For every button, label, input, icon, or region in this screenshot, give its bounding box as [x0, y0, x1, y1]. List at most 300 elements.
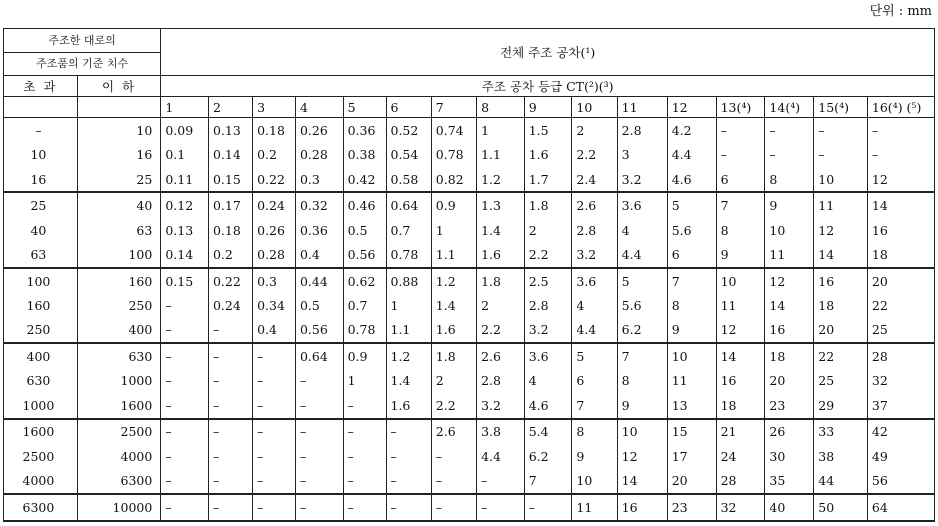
tolerance-cell: –	[477, 469, 525, 495]
over-cell: 4000	[4, 469, 78, 495]
tolerance-cell: –	[208, 469, 252, 495]
tolerance-cell: 26	[765, 419, 814, 445]
tolerance-cell: 0.14	[208, 142, 252, 166]
blank-cell	[4, 97, 78, 118]
over-cell: 25	[4, 192, 78, 218]
tolerance-cell: 2.5	[524, 268, 572, 294]
tolerance-cell: 8	[716, 218, 765, 242]
tolerance-cell: 7	[524, 469, 572, 495]
tolerance-cell: 0.13	[161, 218, 209, 242]
tolerance-cell: 0.13	[208, 118, 252, 143]
tolerance-cell: 0.32	[295, 192, 343, 218]
tolerance-cell: 2.2	[524, 242, 572, 268]
tolerance-cell: 0.26	[253, 218, 296, 242]
tolerance-cell: 12	[716, 318, 765, 344]
tolerance-cell: –	[343, 419, 386, 445]
tolerance-cell: 28	[716, 469, 765, 495]
tolerance-cell: 23	[667, 494, 716, 521]
upto-cell: 250	[77, 293, 160, 317]
tolerance-cell: 1.4	[386, 369, 431, 393]
tolerance-cell: 1.6	[386, 393, 431, 419]
tolerance-cell: –	[208, 369, 252, 393]
tolerance-cell: –	[208, 343, 252, 369]
table-row	[4, 242, 935, 268]
tolerance-cell: 1	[431, 218, 476, 242]
tolerance-cell: –	[161, 393, 209, 419]
tolerance-cell: 6	[667, 242, 716, 268]
tolerance-cell: 0.3	[253, 268, 296, 294]
tolerance-cell: 1.7	[524, 167, 572, 193]
tolerance-cell: 0.82	[431, 167, 476, 193]
tolerance-cell: 6	[572, 369, 617, 393]
tolerance-cell: 0.7	[343, 293, 386, 317]
tolerance-cell: 1.2	[431, 268, 476, 294]
tolerance-cell: 14	[765, 293, 814, 317]
tolerance-cell: –	[253, 343, 296, 369]
table-row	[4, 218, 935, 242]
tolerance-cell: –	[431, 444, 476, 468]
tolerance-cell: –	[208, 318, 252, 344]
tolerance-cell: –	[295, 393, 343, 419]
over-cell: 1000	[4, 393, 78, 419]
grade-header-cell: 3	[253, 97, 296, 118]
tolerance-cell: 3.6	[572, 268, 617, 294]
tolerance-cell: 5.6	[667, 218, 716, 242]
tolerance-cell: –	[867, 118, 934, 143]
tolerance-cell: 14	[617, 469, 667, 495]
tolerance-cell: 0.44	[295, 268, 343, 294]
tolerance-cell: –	[253, 469, 296, 495]
table-row	[4, 118, 935, 143]
tolerance-cell: 0.18	[208, 218, 252, 242]
tolerance-cell: –	[814, 142, 868, 166]
grade-header-cell: 9	[524, 97, 572, 118]
tolerance-cell: 7	[617, 343, 667, 369]
tolerance-cell: 5	[667, 192, 716, 218]
casting-tolerance-table	[3, 28, 935, 522]
over-cell: 160	[4, 293, 78, 317]
tolerance-cell: 11	[765, 242, 814, 268]
tolerance-cell: 12	[867, 167, 934, 193]
grade-header-cell: 8	[477, 97, 525, 118]
tolerance-cell: –	[343, 393, 386, 419]
tolerance-cell: 2.6	[572, 192, 617, 218]
tolerance-cell: 0.64	[295, 343, 343, 369]
tolerance-cell: 38	[814, 444, 868, 468]
tolerance-cell: 3.6	[524, 343, 572, 369]
tolerance-cell: 20	[667, 469, 716, 495]
tolerance-cell: 0.17	[208, 192, 252, 218]
table-row	[4, 343, 935, 369]
tolerance-cell: 11	[716, 293, 765, 317]
tolerance-cell: –	[477, 494, 525, 521]
tolerance-cell: 2.8	[524, 293, 572, 317]
tolerance-cell: 3.2	[524, 318, 572, 344]
tolerance-cell: 0.15	[161, 268, 209, 294]
tolerance-cell: 8	[667, 293, 716, 317]
tolerance-cell: 10	[814, 167, 868, 193]
tolerance-cell: –	[431, 469, 476, 495]
tolerance-cell: –	[867, 142, 934, 166]
tolerance-cell: 11	[572, 494, 617, 521]
tolerance-cell: 40	[765, 494, 814, 521]
tolerance-cell: 0.1	[161, 142, 209, 166]
tolerance-cell: 4	[617, 218, 667, 242]
tolerance-cell: 25	[867, 318, 934, 344]
tolerance-cell: –	[161, 494, 209, 521]
tolerance-cell: 18	[814, 293, 868, 317]
tolerance-cell: 2.6	[477, 343, 525, 369]
tolerance-cell: –	[208, 494, 252, 521]
tolerance-cell: 2.2	[572, 142, 617, 166]
tolerance-cell: 12	[814, 218, 868, 242]
grade-header-cell: 12	[667, 97, 716, 118]
tolerance-cell: 2.2	[477, 318, 525, 344]
upto-cell: 10000	[77, 494, 160, 521]
tolerance-cell: 3	[617, 142, 667, 166]
over-cell: 630	[4, 369, 78, 393]
grade-header-cell: 16(⁴) (⁵)	[867, 97, 934, 118]
tolerance-cell: –	[386, 469, 431, 495]
tolerance-cell: 4.4	[617, 242, 667, 268]
tolerance-cell: 0.15	[208, 167, 252, 193]
tolerance-cell: 1.1	[431, 242, 476, 268]
tolerance-cell: 1.8	[431, 343, 476, 369]
table-row	[4, 494, 935, 521]
tolerance-cell: 18	[765, 343, 814, 369]
over-header: 초 과	[4, 76, 78, 97]
tolerance-cell: –	[253, 369, 296, 393]
tolerance-cell: –	[343, 494, 386, 521]
tolerance-cell: 0.22	[208, 268, 252, 294]
tolerance-cell: 56	[867, 469, 934, 495]
tolerance-cell: 2	[524, 218, 572, 242]
tolerance-cell: 4.6	[524, 393, 572, 419]
dimension-header	[4, 29, 161, 76]
over-cell: 1600	[4, 419, 78, 445]
tolerance-cell: 17	[667, 444, 716, 468]
tolerance-cell: 8	[765, 167, 814, 193]
tolerance-cell: 3.2	[617, 167, 667, 193]
tolerance-cell: 8	[617, 369, 667, 393]
tolerance-cell: –	[161, 343, 209, 369]
tolerance-cell: 1.1	[386, 318, 431, 344]
tolerance-cell: 4.4	[477, 444, 525, 468]
tolerance-cell: 23	[765, 393, 814, 419]
upto-cell: 16	[77, 142, 160, 166]
tolerance-cell: 2.6	[431, 419, 476, 445]
table-row	[4, 293, 935, 317]
tolerance-cell: –	[386, 419, 431, 445]
tolerance-cell: 0.22	[253, 167, 296, 193]
tolerance-cell: 1.6	[477, 242, 525, 268]
table-row	[4, 444, 935, 468]
tolerance-cell: –	[386, 444, 431, 468]
tolerance-cell: 3.2	[572, 242, 617, 268]
tolerance-cell: 1.1	[477, 142, 525, 166]
tolerance-cell: 2	[477, 293, 525, 317]
grade-header-cell: 10	[572, 97, 617, 118]
tolerance-cell: 0.14	[161, 242, 209, 268]
tolerance-cell: 9	[617, 393, 667, 419]
tolerance-cell: 20	[765, 369, 814, 393]
tolerance-cell: 14	[716, 343, 765, 369]
upto-cell: 100	[77, 242, 160, 268]
over-cell: 63	[4, 242, 78, 268]
upto-cell: 630	[77, 343, 160, 369]
tolerance-cell: 1	[343, 369, 386, 393]
tolerance-cell: 5	[617, 268, 667, 294]
tolerance-cell: 1.4	[431, 293, 476, 317]
upto-cell: 2500	[77, 419, 160, 445]
tolerance-cell: 33	[814, 419, 868, 445]
tolerance-cell: 0.5	[343, 218, 386, 242]
tolerance-cell: –	[343, 469, 386, 495]
tolerance-cell: –	[295, 444, 343, 468]
tolerance-cell: 16	[867, 218, 934, 242]
tolerance-cell: 0.4	[253, 318, 296, 344]
tolerance-cell: 4.2	[667, 118, 716, 143]
tolerance-cell: 0.18	[253, 118, 296, 143]
tolerance-cell: 4	[524, 369, 572, 393]
table-row	[4, 369, 935, 393]
tolerance-cell: 0.34	[253, 293, 296, 317]
tolerance-cell: 37	[867, 393, 934, 419]
tolerance-cell: 30	[765, 444, 814, 468]
tolerance-cell: –	[161, 469, 209, 495]
grade-header-cell: 14(⁴)	[765, 97, 814, 118]
table-row	[4, 469, 935, 495]
tolerance-cell: 1.5	[524, 118, 572, 143]
tolerance-cell: 18	[867, 242, 934, 268]
tolerance-cell: 1.8	[477, 268, 525, 294]
tolerance-cell: 2.2	[431, 393, 476, 419]
tolerance-cell: 2	[572, 118, 617, 143]
table-row	[4, 142, 935, 166]
tolerance-cell: –	[765, 118, 814, 143]
tolerance-cell: –	[295, 469, 343, 495]
tolerance-cell: 4	[572, 293, 617, 317]
tolerance-cell: 0.09	[161, 118, 209, 143]
tolerance-cell: 10	[765, 218, 814, 242]
tolerance-cell: 22	[814, 343, 868, 369]
tolerance-cell: 10	[617, 419, 667, 445]
tolerance-cell: 0.78	[343, 318, 386, 344]
tolerance-cell: 7	[572, 393, 617, 419]
tolerance-cell: 5.4	[524, 419, 572, 445]
upto-cell: 25	[77, 167, 160, 193]
dimension-header-line2: 주조품의 기준 치수	[36, 56, 129, 70]
tolerance-cell: 15	[667, 419, 716, 445]
tolerance-cell: –	[161, 293, 209, 317]
tolerance-cell: 2.4	[572, 167, 617, 193]
tolerance-cell: 0.9	[343, 343, 386, 369]
tolerance-cell: 0.4	[295, 242, 343, 268]
upto-cell: 10	[77, 118, 160, 143]
tolerance-cell: 9	[667, 318, 716, 344]
tolerance-cell: –	[208, 393, 252, 419]
tolerance-cell: 12	[765, 268, 814, 294]
tolerance-cell: 10	[716, 268, 765, 294]
tolerance-cell: 13	[667, 393, 716, 419]
tolerance-cell: 0.24	[253, 192, 296, 218]
tolerance-cell: –	[765, 142, 814, 166]
over-cell: 400	[4, 343, 78, 369]
blank-cell	[77, 97, 160, 118]
tolerance-cell: 21	[716, 419, 765, 445]
tolerance-cell: 1	[386, 293, 431, 317]
tolerance-cell: 0.62	[343, 268, 386, 294]
tolerance-cell: 0.26	[295, 118, 343, 143]
over-cell: 6300	[4, 494, 78, 521]
upto-cell: 6300	[77, 469, 160, 495]
tolerance-cell: 16	[814, 268, 868, 294]
tolerance-cell: –	[524, 494, 572, 521]
tolerance-cell: 9	[572, 444, 617, 468]
tolerance-cell: 3.2	[477, 393, 525, 419]
tolerance-cell: 14	[814, 242, 868, 268]
tolerance-cell: 4.6	[667, 167, 716, 193]
tolerance-cell: 11	[667, 369, 716, 393]
tolerance-cell: –	[253, 393, 296, 419]
tolerance-cell: 12	[617, 444, 667, 468]
over-cell: 250	[4, 318, 78, 344]
table-row	[4, 167, 935, 193]
tolerance-cell: –	[716, 118, 765, 143]
tolerance-cell: 0.56	[295, 318, 343, 344]
tolerance-cell: 0.3	[295, 167, 343, 193]
tolerance-cell: 0.42	[343, 167, 386, 193]
tolerance-cell: 3.6	[617, 192, 667, 218]
tolerance-cell: 7	[716, 192, 765, 218]
table-row	[4, 318, 935, 344]
tolerance-cell: 1.2	[386, 343, 431, 369]
tolerance-cell: 5.6	[617, 293, 667, 317]
tolerance-cell: 10	[667, 343, 716, 369]
tolerance-cell: 32	[716, 494, 765, 521]
over-cell: –	[4, 118, 78, 143]
grade-header-cell: 2	[208, 97, 252, 118]
grade-header-cell: 13(⁴)	[716, 97, 765, 118]
tolerance-cell: –	[161, 444, 209, 468]
tolerance-cell: 14	[867, 192, 934, 218]
grade-header-cell: 5	[343, 97, 386, 118]
dimension-header-line1: 주조한 대로의	[4, 30, 160, 53]
upto-cell: 40	[77, 192, 160, 218]
table-row	[4, 268, 935, 294]
tolerance-cell: 1.2	[477, 167, 525, 193]
tolerance-cell: 0.12	[161, 192, 209, 218]
tolerance-cell: 0.38	[343, 142, 386, 166]
tolerance-cell: 0.2	[208, 242, 252, 268]
tolerance-cell: 0.64	[386, 192, 431, 218]
tolerance-cell: 0.28	[253, 242, 296, 268]
table-row	[4, 192, 935, 218]
tolerance-cell: 0.2	[253, 142, 296, 166]
tolerance-cell: 6	[716, 167, 765, 193]
over-cell: 10	[4, 142, 78, 166]
tolerance-cell: –	[161, 419, 209, 445]
table-header	[4, 29, 935, 118]
tolerance-cell: 8	[572, 419, 617, 445]
over-cell: 2500	[4, 444, 78, 468]
tolerance-cell: 0.5	[295, 293, 343, 317]
tolerance-cell: –	[386, 494, 431, 521]
tolerance-cell: 20	[867, 268, 934, 294]
tolerance-cell: –	[253, 419, 296, 445]
tolerance-cell: 35	[765, 469, 814, 495]
tolerance-cell: 0.56	[343, 242, 386, 268]
tolerance-cell: –	[716, 142, 765, 166]
grade-header-cell: 6	[386, 97, 431, 118]
tolerance-cell: 7	[667, 268, 716, 294]
tolerance-cell: 32	[867, 369, 934, 393]
unit-label: 단위 : mm	[869, 4, 932, 19]
upto-cell: 160	[77, 268, 160, 294]
tolerance-cell: 0.78	[431, 142, 476, 166]
table-row	[4, 393, 935, 419]
upto-cell: 400	[77, 318, 160, 344]
tolerance-cell: 0.28	[295, 142, 343, 166]
grade-header-cell: 7	[431, 97, 476, 118]
tolerance-cell: 5	[572, 343, 617, 369]
tolerance-cell: –	[343, 444, 386, 468]
grade-header-cell: 4	[295, 97, 343, 118]
over-cell: 40	[4, 218, 78, 242]
tolerance-cell: –	[253, 444, 296, 468]
tolerance-cell: 20	[814, 318, 868, 344]
tolerance-cell: 0.7	[386, 218, 431, 242]
tolerance-cell: –	[814, 118, 868, 143]
grade-header-cell: 11	[617, 97, 667, 118]
tolerance-cell: 44	[814, 469, 868, 495]
tolerance-cell: 0.88	[386, 268, 431, 294]
tolerance-cell: 1	[477, 118, 525, 143]
over-cell: 16	[4, 167, 78, 193]
tolerance-cell: –	[253, 494, 296, 521]
tolerance-cell: 42	[867, 419, 934, 445]
grade-header: 주조 공차 등급 CT(²)(³)	[161, 76, 935, 97]
tolerance-cell: –	[431, 494, 476, 521]
total-tolerance-header: 전체 주조 공차(¹)	[161, 29, 935, 76]
grade-header-cell: 15(⁴)	[814, 97, 868, 118]
tolerance-cell: 0.11	[161, 167, 209, 193]
upto-header: 이 하	[77, 76, 160, 97]
tolerance-cell: 16	[765, 318, 814, 344]
tolerance-cell: –	[208, 419, 252, 445]
tolerance-cell: 1.6	[524, 142, 572, 166]
tolerance-cell: 50	[814, 494, 868, 521]
tolerance-cell: 24	[716, 444, 765, 468]
tolerance-cell: 22	[867, 293, 934, 317]
table-row	[4, 419, 935, 445]
upto-cell: 63	[77, 218, 160, 242]
tolerance-cell: 0.24	[208, 293, 252, 317]
tolerance-cell: 0.58	[386, 167, 431, 193]
tolerance-cell: 10	[572, 469, 617, 495]
tolerance-cell: 4.4	[667, 142, 716, 166]
tolerance-cell: 4.4	[572, 318, 617, 344]
tolerance-cell: 0.54	[386, 142, 431, 166]
tolerance-cell: 0.78	[386, 242, 431, 268]
tolerance-cell: –	[208, 444, 252, 468]
over-cell: 100	[4, 268, 78, 294]
tolerance-cell: 64	[867, 494, 934, 521]
tolerance-cell: 16	[617, 494, 667, 521]
upto-cell: 1000	[77, 369, 160, 393]
tolerance-cell: 6.2	[524, 444, 572, 468]
tolerance-cell: 0.36	[295, 218, 343, 242]
